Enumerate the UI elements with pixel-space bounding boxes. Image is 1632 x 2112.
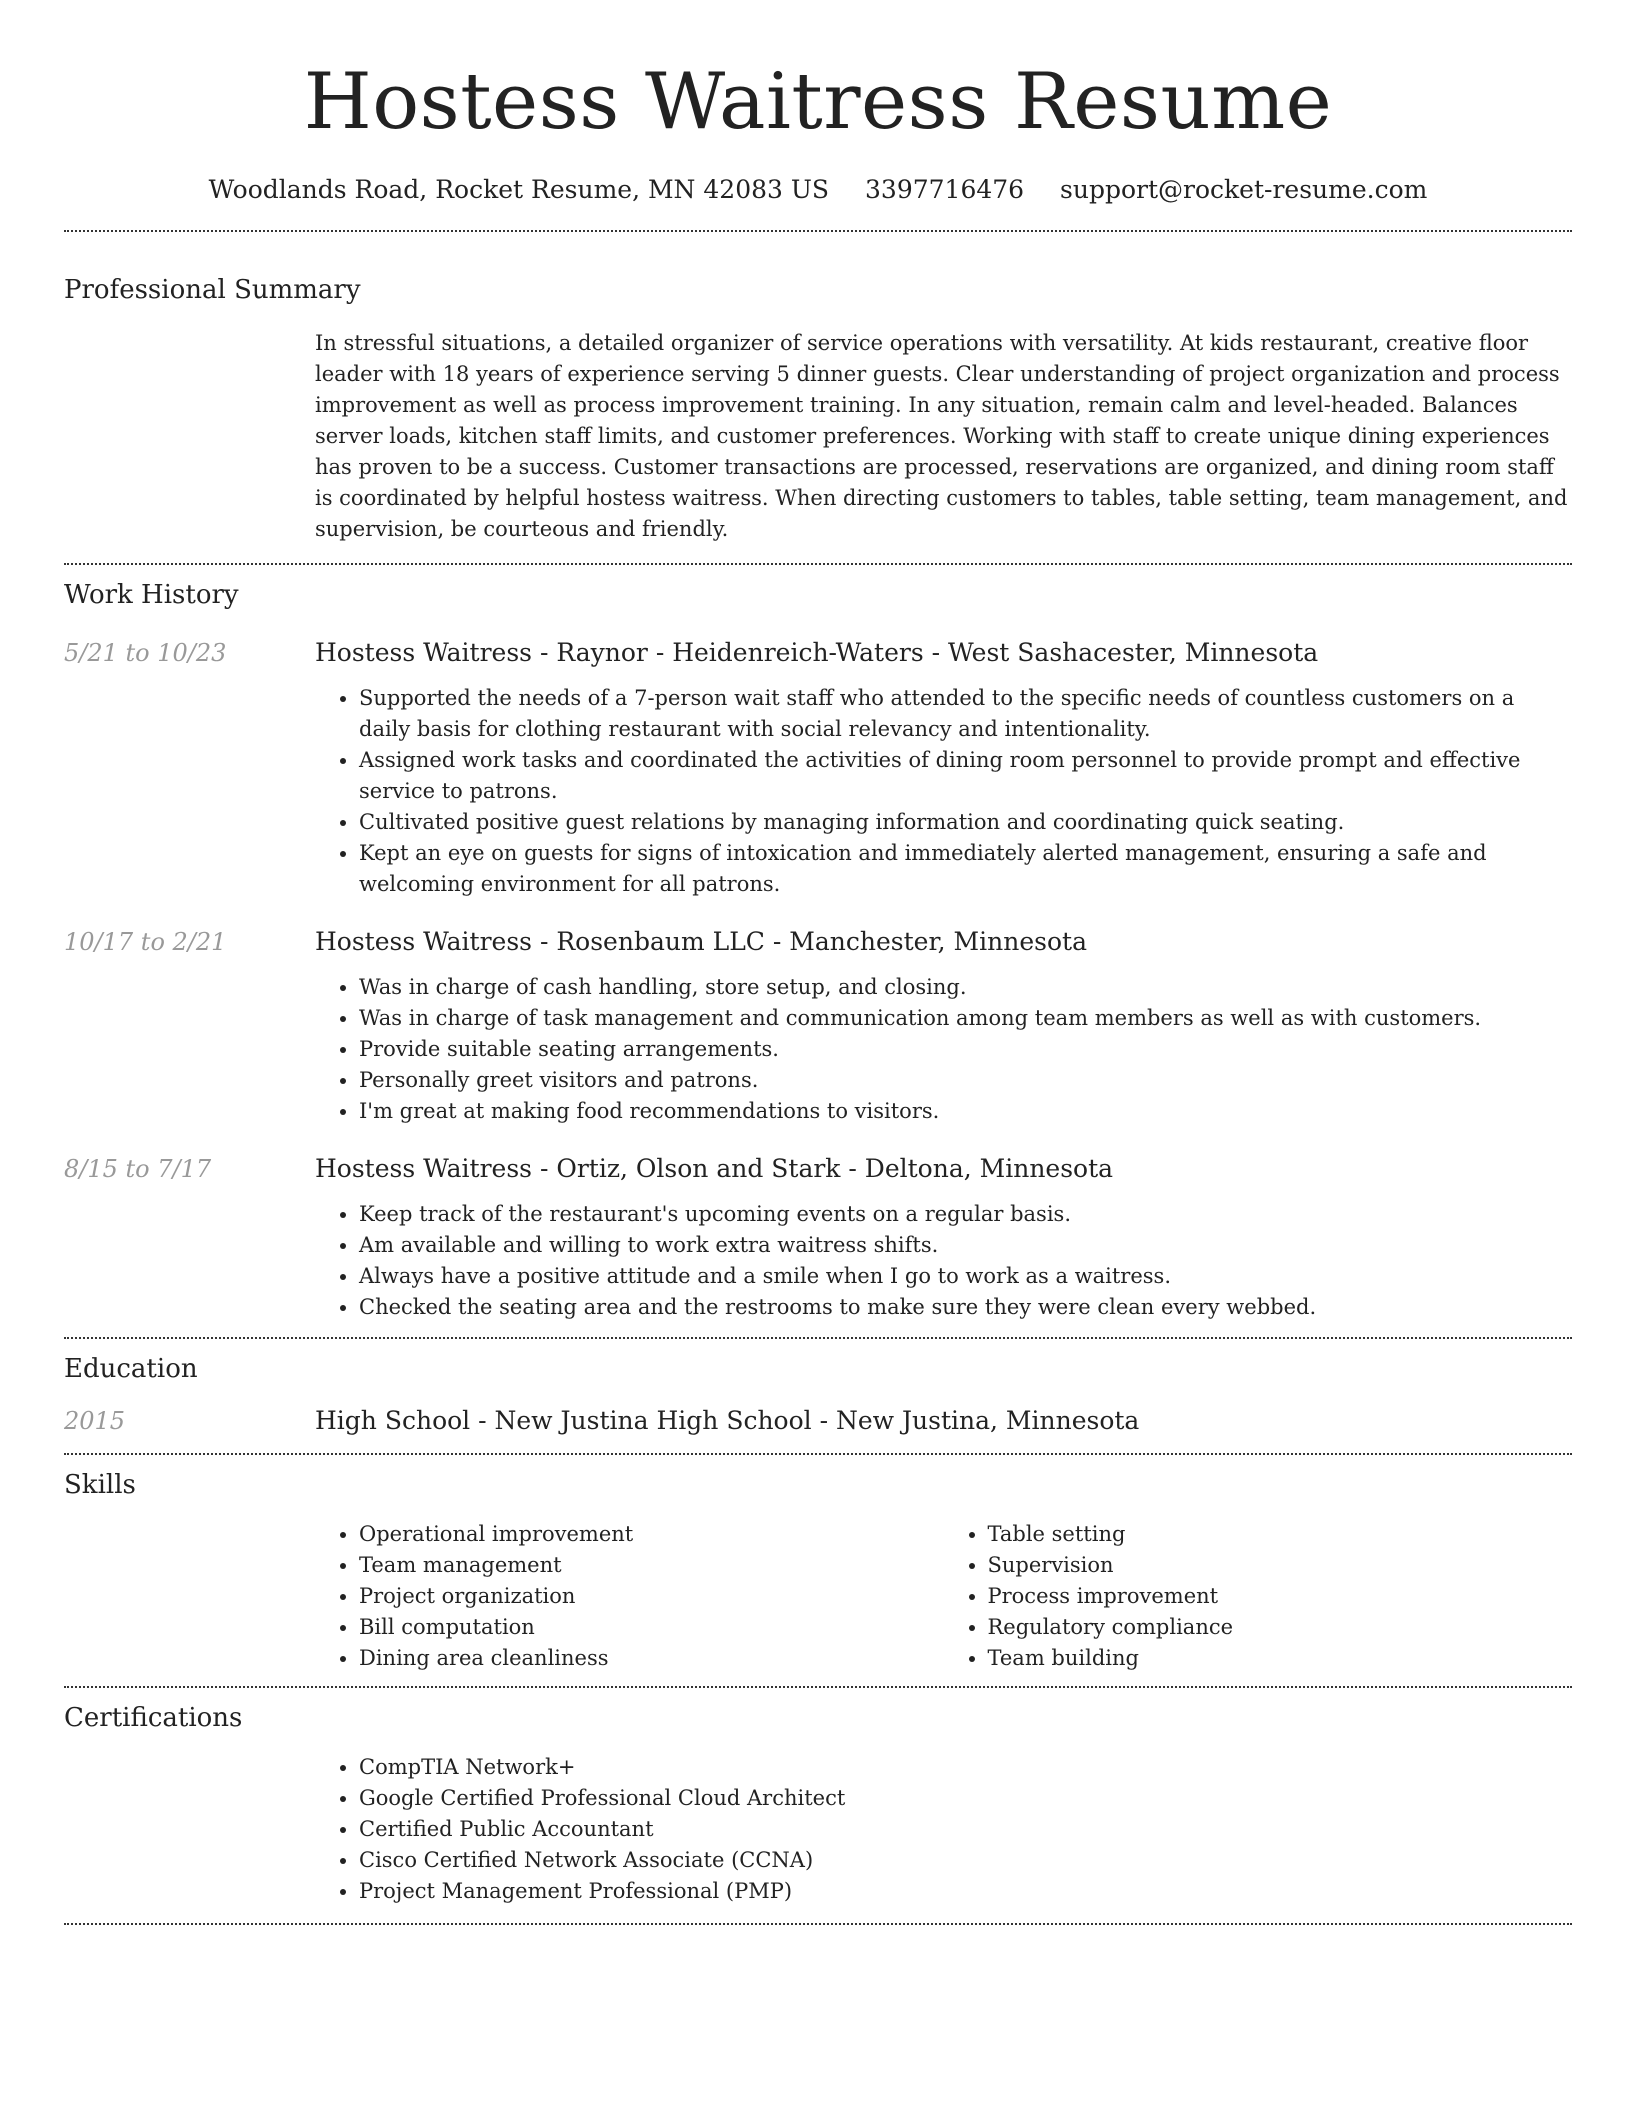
divider	[64, 230, 1572, 232]
job-title: Hostess Waitress - Ortiz, Olson and Stark - Deltona, Minnesota	[315, 1154, 1114, 1183]
skill-item: • Team management	[359, 1550, 944, 1581]
education-heading: Education	[64, 1354, 198, 1384]
certification-item: • Project Management Professional (PMP)	[359, 1876, 1572, 1907]
certification-item: • Certified Public Accountant	[359, 1814, 1572, 1845]
job-title: Hostess Waitress - Raynor - Heidenreich-Waters - West Sashacester, Minnesota	[315, 638, 1319, 667]
skill-item: • Operational improvement	[359, 1519, 944, 1550]
job-bullet: • I'm great at making food recommendations to visitors.	[359, 1096, 1572, 1127]
education-title: High School - New Justina High School - New Justina, Minnesota	[315, 1406, 1140, 1435]
job-dates: 10/17 to 2/21	[64, 928, 227, 956]
job-entry	[64, 1151, 1572, 1337]
job-entry	[64, 924, 1572, 1127]
skills-section	[64, 1455, 1572, 1686]
skills-columns	[315, 1519, 1572, 1686]
job-bullet: • Assigned work tasks and coordinated the activities of dining room personnel to provide prompt and effective service to patrons.	[359, 745, 1572, 807]
job-bullet: • Checked the seating area and the restrooms to make sure they were clean every webbed.	[359, 1292, 1572, 1323]
education-entry	[64, 1403, 1572, 1453]
certifications-section	[64, 1688, 1572, 1923]
certifications-heading: Certifications	[64, 1703, 243, 1733]
certification-item: • CompTIA Network+	[359, 1752, 1572, 1783]
skills-heading: Skills	[64, 1470, 136, 1500]
skill-item: • Dining area cleanliness	[359, 1643, 944, 1674]
job-bullets	[315, 1199, 1572, 1323]
skills-list-right	[944, 1519, 1573, 1674]
education-section	[64, 1339, 1572, 1453]
skill-item: • Bill computation	[359, 1612, 944, 1643]
job-title: Hostess Waitress - Rosenbaum LLC - Manchester, Minnesota	[315, 927, 1087, 956]
certification-item: • Google Certified Professional Cloud Architect	[359, 1783, 1572, 1814]
skill-item: • Process improvement	[988, 1581, 1573, 1612]
job-list	[64, 635, 1572, 1337]
job-bullet: • Keep track of the restaurant's upcoming events on a regular basis.	[359, 1199, 1572, 1230]
skill-item: • Regulatory compliance	[988, 1612, 1573, 1643]
resume-page	[64, 0, 1572, 1925]
job-bullet: • Supported the needs of a 7-person wait staff who attended to the specific needs of countless customers on a daily basis for clothing restaurant with social relevancy and intentionality.	[359, 683, 1572, 745]
job-entry	[64, 635, 1572, 900]
skill-item: • Supervision	[988, 1550, 1573, 1581]
skills-list-left	[315, 1519, 944, 1674]
certifications-list	[315, 1752, 1572, 1907]
skill-item: • Team building	[988, 1643, 1573, 1674]
work-history-heading: Work History	[64, 580, 239, 610]
certification-item: • Cisco Certified Network Associate (CCNA)	[359, 1845, 1572, 1876]
job-bullet: • Personally greet visitors and patrons.	[359, 1065, 1572, 1096]
summary-text: In stressful situations, a detailed organizer of service operations with versatility. At kids restaurant, creative floor leader with 18 years of experience serving 5 dinner guests. Clear understanding of project organization and process improvement as well as process improvement training. In any situation, remain calm and level-headed. Balances server loads, kitchen staff limits, and customer preferences. Working with staff to create unique dining experiences has proven to be a success. Customer transactions are processed, reservations are organized, and dining room staff is coordinated by helpful hostess waitress. When directing customers to tables, table setting, team management, and supervision, be courteous and friendly.	[315, 331, 1568, 541]
job-dates: 5/21 to 10/23	[64, 639, 227, 667]
divider	[64, 1923, 1572, 1925]
education-year: 2015	[64, 1407, 126, 1435]
summary-heading: Professional Summary	[64, 275, 361, 305]
job-bullet: • Cultivated positive guest relations by managing information and coordinating quick seating.	[359, 807, 1572, 838]
job-bullet: • Always have a positive attitude and a smile when I go to work as a waitress.	[359, 1261, 1572, 1292]
contact-phone: 3397716476	[865, 175, 1025, 204]
job-bullet: • Kept an eye on guests for signs of intoxication and immediately alerted management, ensuring a safe and welcoming environment for all patrons.	[359, 838, 1572, 900]
contact-line	[64, 172, 1572, 208]
work-history-section	[64, 565, 1572, 1337]
skill-item: • Table setting	[988, 1519, 1573, 1550]
job-bullet: • Provide suitable seating arrangements.	[359, 1034, 1572, 1065]
contact-address: Woodlands Road, Rocket Resume, MN 42083 US	[208, 175, 830, 204]
job-bullets	[315, 683, 1572, 900]
job-bullet: • Am available and willing to work extra waitress shifts.	[359, 1230, 1572, 1261]
job-dates: 8/15 to 7/17	[64, 1155, 212, 1183]
job-bullets	[315, 972, 1572, 1127]
skill-item: • Project organization	[359, 1581, 944, 1612]
job-bullet: • Was in charge of task management and communication among team members as well as with customers.	[359, 1003, 1572, 1034]
resume-title: Hostess Waitress Resume	[303, 57, 1333, 147]
summary-section	[64, 272, 1572, 563]
contact-email: support@rocket-resume.com	[1060, 175, 1428, 204]
job-bullet: • Was in charge of cash handling, store setup, and closing.	[359, 972, 1572, 1003]
